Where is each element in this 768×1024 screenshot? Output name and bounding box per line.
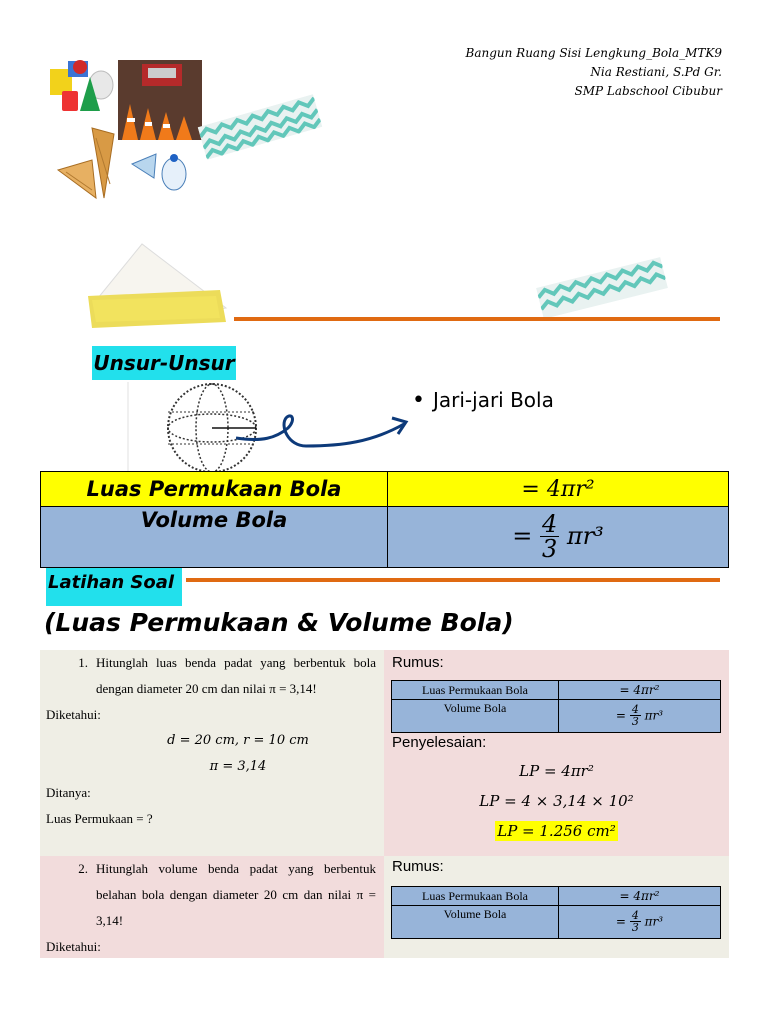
problem1-rumus-label: Rumus:: [392, 654, 444, 671]
formula-row-volume: [41, 507, 729, 568]
problem2-rumus-value-volume: [559, 906, 721, 939]
problem2-rumus-volume-fraction: [630, 910, 641, 934]
problem1-content: [40, 650, 384, 832]
problem1-penyelesaian-label: Penyelesaian:: [392, 734, 487, 751]
problem1-rumus-volume-fraction: [630, 704, 641, 728]
formula-label-luas: [41, 472, 388, 507]
problem1-rumus-volume-rest: πr³: [644, 708, 664, 723]
problem1-step1: LP = 4πr²: [519, 762, 594, 780]
formula-value-volume-expr: [512, 509, 604, 563]
formula-row-luas: [41, 472, 729, 507]
header-line-school: SMP Labschool Cibubur: [574, 84, 722, 98]
problem1-step2: LP = 4 × 3,14 × 10²: [479, 792, 634, 810]
decorative-tape-teal-top: [198, 94, 323, 160]
problem1-text: Hitunglah luas benda padat yang berbentuk bola dengan diameter 20 cm dan nilai π = 3,14!: [96, 655, 376, 696]
arrow-to-radius: [232, 408, 416, 454]
problem1-ditanya-label: Ditanya:: [46, 785, 91, 800]
problem1-rumus-row-volume: [392, 700, 721, 733]
formula-value-luas: [388, 472, 729, 507]
problem2-rumus-table: [391, 886, 721, 939]
problem1-step3-highlight: LP = 1.256 cm²: [497, 822, 616, 840]
formula-volume-rest: πr³: [566, 521, 604, 550]
formula-volume-den: 3: [541, 534, 558, 563]
problem2-solution: [384, 856, 729, 958]
problem1-rumus-volume-num: 4: [631, 703, 639, 717]
problem1-question: [40, 650, 376, 702]
formula-volume-num: 4: [541, 509, 558, 538]
problem2-rumus-volume-eq: =: [615, 914, 626, 929]
problem2-number: 2.: [78, 861, 88, 876]
orange-divider-top: [234, 317, 720, 321]
problem1-rumus-label-luas: Luas Permukaan Bola: [392, 681, 559, 700]
orange-divider-latihan: [186, 578, 720, 582]
decorative-tape-teal-right: [536, 257, 668, 319]
formula-volume-eq: =: [512, 521, 533, 550]
party-hat-image: [128, 148, 192, 194]
problem1-step3-wrap: [384, 822, 729, 841]
problem2-statement: [40, 856, 384, 958]
formula-label-luas-text: Luas Permukaan Bola: [86, 477, 342, 501]
problem1-rumus-label-volume: Volume Bola: [392, 700, 559, 733]
problem2-content: [40, 856, 384, 960]
traffic-cones-photo: [118, 60, 202, 140]
formula-volume-fraction: [540, 509, 559, 563]
unsur-heading: Unsur-Unsur: [92, 346, 236, 380]
problem2-rumus-label-volume: Volume Bola: [392, 906, 559, 939]
formula-value-volume: [388, 507, 729, 568]
problem1-given-diameter: d = 20 cm, r = 10 cm: [167, 733, 309, 748]
problem1-given-pi: π = 3,14: [209, 759, 267, 774]
problem2-rumus-row-volume: [392, 906, 721, 939]
decorative-tape-yellow: [84, 240, 230, 334]
header-line-author: Nia Restiani, S.Pd Gr.: [590, 65, 722, 79]
problem1-rumus-value-volume: [559, 700, 721, 733]
problem1-rumus-value-luas: = 4πr²: [559, 681, 721, 700]
problem2-rumus-volume-den: 3: [631, 921, 639, 935]
problem2-rumus-label: Rumus:: [392, 858, 444, 875]
problem1-statement: [40, 650, 384, 856]
formula-label-volume-text: Volume Bola: [140, 508, 288, 532]
problem1-rumus-table: [391, 680, 721, 733]
problem1-ask: Luas Permukaan = ?: [46, 811, 153, 826]
problem2-question: [40, 856, 376, 934]
problem2-rumus-value-luas: = 4πr²: [559, 887, 721, 906]
bullet-jari-jari: [412, 388, 554, 413]
document-header: [466, 44, 722, 101]
latihan-heading: Latihan Soal: [46, 568, 182, 606]
problem2-rumus-volume-num: 4: [631, 909, 639, 923]
problem1-rumus-volume-eq: =: [615, 708, 626, 723]
problem2-rumus-row-luas: [392, 887, 721, 906]
problem2-rumus-volume-rest: πr³: [644, 914, 664, 929]
formula-table: [40, 471, 729, 568]
problem2-diketahui-label: Diketahui:: [46, 939, 101, 954]
formula-label-volume: [41, 507, 388, 568]
problem2-text: Hitunglah volume benda padat yang berbentuk belahan bola dengan diameter 20 cm dan nilai π = 3,14!: [96, 861, 376, 928]
bullet-dot: •: [412, 388, 425, 413]
bullet-text: Jari-jari Bola: [432, 388, 554, 412]
header-line-title: Bangun Ruang Sisi Lengkung_Bola_MTK9: [465, 46, 722, 60]
latihan-subheading: (Luas Permukaan & Volume Bola): [44, 608, 514, 637]
problem2-rumus-label-luas: Luas Permukaan Bola: [392, 887, 559, 906]
geometric-solids-image: [46, 55, 116, 117]
problem1-number: 1.: [78, 655, 88, 670]
problem1-solution: [384, 650, 729, 856]
problem1-rumus-row-luas: [392, 681, 721, 700]
formula-value-luas-text: = 4πr²: [521, 476, 595, 502]
problem1-diketahui-label: Diketahui:: [46, 707, 101, 722]
problem1-rumus-volume-den: 3: [631, 715, 639, 729]
ice-cream-cone-image: [52, 124, 124, 200]
